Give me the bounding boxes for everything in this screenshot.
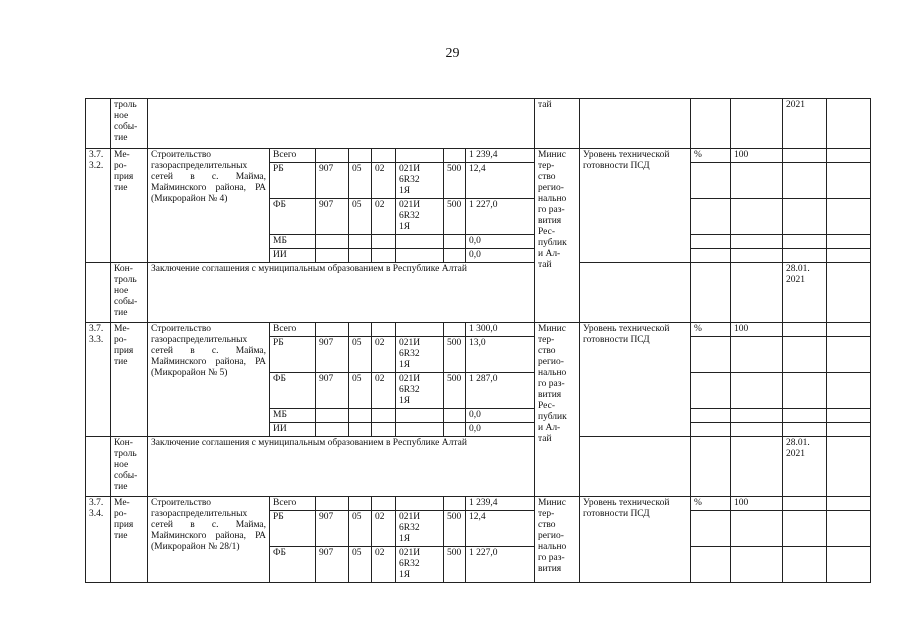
date-cell	[783, 149, 827, 163]
value-cell	[731, 437, 783, 497]
name-cell	[148, 99, 535, 149]
code-csr	[396, 423, 444, 437]
amount: 0,0	[466, 235, 535, 249]
target-value	[731, 373, 783, 409]
code-rz: 05	[349, 199, 372, 235]
funding-source: РБ	[270, 337, 316, 373]
indicator: Уровень технической готовности ПСД	[580, 323, 691, 437]
code-vr	[444, 409, 466, 423]
code-rz	[349, 497, 372, 511]
value-cell	[731, 99, 783, 149]
control-type: Кон- троль ное собы- тие	[111, 437, 148, 497]
code-csr	[396, 409, 444, 423]
code-vr: 500	[444, 199, 466, 235]
code-vr	[444, 235, 466, 249]
extra-cell	[827, 263, 871, 323]
code-csr: 021И 6R32 1Я	[396, 373, 444, 409]
target-value	[731, 547, 783, 583]
funding-source: ФБ	[270, 199, 316, 235]
code-pr: 02	[372, 199, 396, 235]
table-row	[86, 263, 871, 323]
code-vr: 500	[444, 163, 466, 199]
code-pr	[372, 423, 396, 437]
code-grbs	[316, 235, 349, 249]
amount: 1 300,0	[466, 323, 535, 337]
amount: 1 239,4	[466, 149, 535, 163]
funding-source: Всего	[270, 149, 316, 163]
code-grbs	[316, 423, 349, 437]
code-pr	[372, 323, 396, 337]
table-row	[86, 149, 871, 163]
extra-cell	[827, 249, 871, 263]
code-pr	[372, 249, 396, 263]
code-rz	[349, 149, 372, 163]
date-cell	[783, 511, 827, 547]
item-number: 3.7. 3.4.	[86, 497, 111, 583]
extra-cell	[827, 511, 871, 547]
extra-cell	[827, 337, 871, 373]
funding-source: ФБ	[270, 547, 316, 583]
unit	[691, 249, 731, 263]
unit	[691, 235, 731, 249]
amount: 0,0	[466, 249, 535, 263]
target-value	[731, 235, 783, 249]
unit: %	[691, 149, 731, 163]
date-cell	[783, 373, 827, 409]
date-cell	[783, 423, 827, 437]
extra-cell	[827, 547, 871, 583]
control-text: Заключение соглашения с муниципальным образованием в Республике Алтай	[148, 437, 535, 497]
code-rz	[349, 423, 372, 437]
amount: 1 227,0	[466, 199, 535, 235]
target-value: 100	[731, 497, 783, 511]
num-cell	[86, 437, 111, 497]
code-vr: 500	[444, 373, 466, 409]
code-grbs: 907	[316, 199, 349, 235]
code-csr: 021И 6R32 1Я	[396, 163, 444, 199]
extra-cell	[827, 199, 871, 235]
indicator-cell	[580, 437, 691, 497]
code-csr: 021И 6R32 1Я	[396, 547, 444, 583]
code-pr: 02	[372, 337, 396, 373]
extra-cell	[827, 423, 871, 437]
table-row	[86, 323, 871, 337]
code-vr	[444, 497, 466, 511]
amount: 1 227,0	[466, 547, 535, 583]
code-rz: 05	[349, 163, 372, 199]
code-rz	[349, 409, 372, 423]
item-name: Строительство газораспределительных сетей в с. Майма, Майминского района, РА (Микрорайон № 28/1)	[148, 497, 270, 583]
code-csr: 021И 6R32 1Я	[396, 511, 444, 547]
date-cell	[783, 163, 827, 199]
indicator: Уровень технической готовности ПСД	[580, 149, 691, 263]
funding-source: Всего	[270, 323, 316, 337]
code-csr: 021И 6R32 1Я	[396, 199, 444, 235]
code-grbs: 907	[316, 373, 349, 409]
extra-cell	[827, 323, 871, 337]
unit-cell	[691, 437, 731, 497]
funding-source: ФБ	[270, 373, 316, 409]
code-pr: 02	[372, 373, 396, 409]
funding-source: РБ	[270, 163, 316, 199]
code-csr	[396, 497, 444, 511]
target-value: 100	[731, 149, 783, 163]
code-rz: 05	[349, 547, 372, 583]
target-value	[731, 409, 783, 423]
code-grbs: 907	[316, 337, 349, 373]
unit-cell	[691, 263, 731, 323]
amount: 0,0	[466, 423, 535, 437]
item-name: Строительство газораспределительных сетей в с. Майма, Майминского района, РА (Микрорайон № 4)	[148, 149, 270, 263]
indicator-cell	[580, 263, 691, 323]
target-value	[731, 423, 783, 437]
target-value	[731, 511, 783, 547]
code-pr: 02	[372, 163, 396, 199]
control-text: Заключение соглашения с муниципальным образованием в Республике Алтай	[148, 263, 535, 323]
date-cell	[783, 323, 827, 337]
control-type: Кон- троль ное собы- тие	[111, 263, 148, 323]
target-value	[731, 199, 783, 235]
type-cell: троль ное собы- тие	[111, 99, 148, 149]
item-type: Ме- ро- прия тие	[111, 497, 148, 583]
unit	[691, 163, 731, 199]
item-type: Ме- ро- прия тие	[111, 149, 148, 263]
executor-cell: тай	[535, 99, 580, 149]
date-cell	[783, 497, 827, 511]
code-grbs	[316, 149, 349, 163]
extra-cell	[827, 437, 871, 497]
program-table	[85, 98, 871, 583]
executor: Минис тер- ство регио- нально го раз- вития Рес- публик и Ал- тай	[535, 149, 580, 323]
code-vr: 500	[444, 511, 466, 547]
target-value	[731, 163, 783, 199]
target-value	[731, 337, 783, 373]
funding-source: МБ	[270, 235, 316, 249]
code-grbs: 907	[316, 547, 349, 583]
code-rz: 05	[349, 511, 372, 547]
unit	[691, 337, 731, 373]
page-number: 29	[445, 46, 460, 61]
amount: 1 287,0	[466, 373, 535, 409]
target-value: 100	[731, 323, 783, 337]
code-vr	[444, 423, 466, 437]
unit: %	[691, 323, 731, 337]
num-cell	[86, 99, 111, 149]
amount: 12,4	[466, 511, 535, 547]
unit	[691, 373, 731, 409]
item-number: 3.7. 3.3.	[86, 323, 111, 437]
date-cell	[783, 249, 827, 263]
value-cell	[731, 263, 783, 323]
control-date: 28.01. 2021	[783, 437, 827, 497]
executor: Минис тер- ство регио- нально го раз- вития	[535, 497, 580, 583]
amount: 13,0	[466, 337, 535, 373]
code-pr: 02	[372, 547, 396, 583]
code-rz: 05	[349, 373, 372, 409]
unit	[691, 547, 731, 583]
indicator: Уровень технической готовности ПСД	[580, 497, 691, 583]
code-grbs: 907	[316, 163, 349, 199]
code-vr: 500	[444, 337, 466, 373]
extra-cell	[827, 99, 871, 149]
funding-source: ИИ	[270, 249, 316, 263]
amount: 0,0	[466, 409, 535, 423]
funding-source: РБ	[270, 511, 316, 547]
extra-cell	[827, 149, 871, 163]
code-vr: 500	[444, 547, 466, 583]
date-cell	[783, 547, 827, 583]
date-cell	[783, 199, 827, 235]
table-row	[86, 437, 871, 497]
unit	[691, 423, 731, 437]
code-pr	[372, 149, 396, 163]
extra-cell	[827, 409, 871, 423]
code-pr	[372, 497, 396, 511]
extra-cell	[827, 497, 871, 511]
unit	[691, 511, 731, 547]
code-grbs	[316, 497, 349, 511]
table-row	[86, 99, 871, 149]
funding-source: Всего	[270, 497, 316, 511]
amount: 1 239,4	[466, 497, 535, 511]
date-cell	[783, 337, 827, 373]
code-csr	[396, 323, 444, 337]
num-cell	[86, 263, 111, 323]
code-grbs	[316, 323, 349, 337]
code-csr	[396, 235, 444, 249]
code-pr	[372, 409, 396, 423]
item-name: Строительство газораспределительных сетей в с. Майма, Майминского района, РА (Микрорайон № 5)	[148, 323, 270, 437]
indicator-cell	[580, 99, 691, 149]
code-csr	[396, 249, 444, 263]
code-grbs: 907	[316, 511, 349, 547]
executor: Минис тер- ство регио- нально го раз- вития Рес- публик и Ал- тай	[535, 323, 580, 497]
code-grbs	[316, 409, 349, 423]
item-type: Ме- ро- прия тие	[111, 323, 148, 437]
code-csr	[396, 149, 444, 163]
date-cell: 2021	[783, 99, 827, 149]
item-number: 3.7. 3.2.	[86, 149, 111, 263]
unit-cell	[691, 99, 731, 149]
code-rz	[349, 323, 372, 337]
funding-source: МБ	[270, 409, 316, 423]
unit	[691, 199, 731, 235]
code-rz	[349, 235, 372, 249]
amount: 12,4	[466, 163, 535, 199]
code-grbs	[316, 249, 349, 263]
code-vr	[444, 323, 466, 337]
extra-cell	[827, 235, 871, 249]
code-pr	[372, 235, 396, 249]
date-cell	[783, 235, 827, 249]
extra-cell	[827, 163, 871, 199]
code-rz	[349, 249, 372, 263]
code-pr: 02	[372, 511, 396, 547]
date-cell	[783, 409, 827, 423]
target-value	[731, 249, 783, 263]
table-row	[86, 497, 871, 511]
control-date: 28.01. 2021	[783, 263, 827, 323]
code-vr	[444, 249, 466, 263]
code-rz: 05	[349, 337, 372, 373]
code-vr	[444, 149, 466, 163]
funding-source: ИИ	[270, 423, 316, 437]
unit: %	[691, 497, 731, 511]
extra-cell	[827, 373, 871, 409]
unit	[691, 409, 731, 423]
code-csr: 021И 6R32 1Я	[396, 337, 444, 373]
